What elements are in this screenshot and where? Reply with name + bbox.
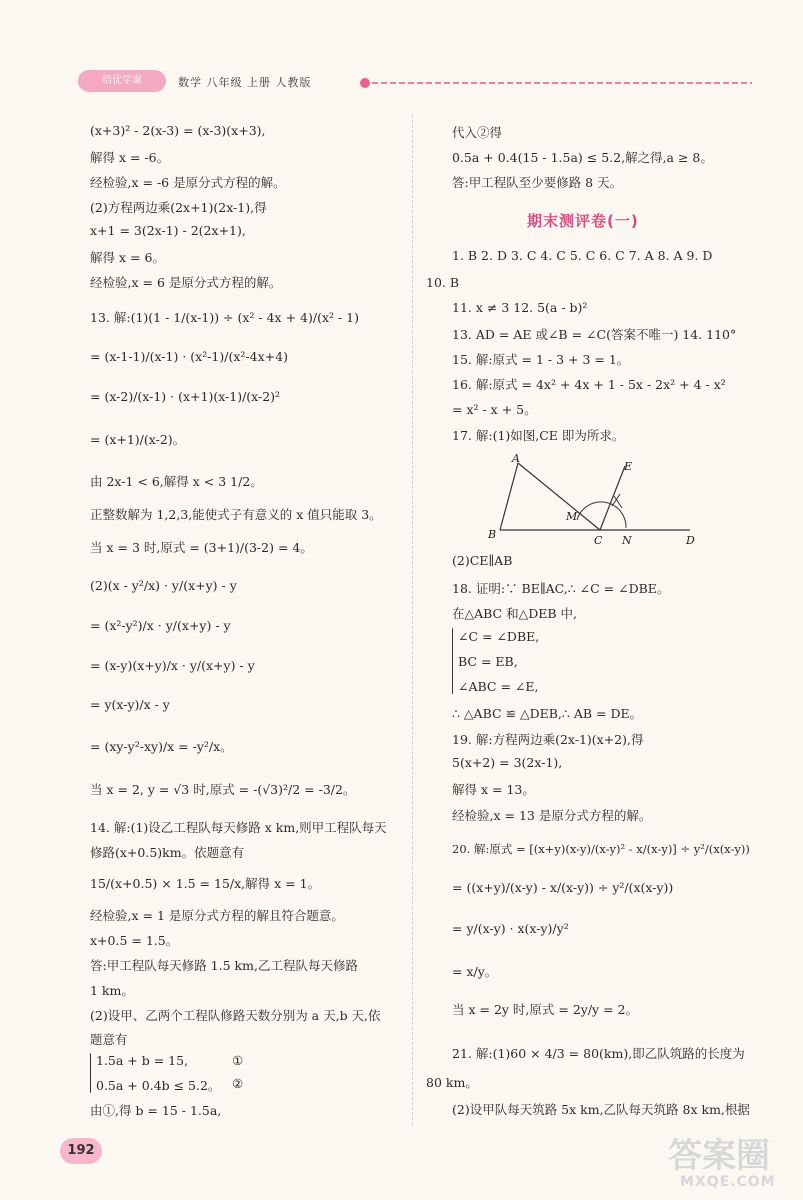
label-B: B xyxy=(488,528,497,541)
answer-line: = (x-y)(x+y)/x · y/(x+y) - y xyxy=(90,658,255,673)
column-divider xyxy=(412,115,413,1125)
answer-line: 当 x = 2y 时,原式 = 2y/y = 2。 xyxy=(452,1002,638,1017)
page-number: 192 xyxy=(60,1138,102,1164)
answer-line: ∠ABC = ∠E, xyxy=(458,679,539,694)
answer-line: 0.5a + 0.4b ≤ 5.2。 xyxy=(96,1078,221,1093)
answer-line: = ((x+y)/(x-y) - x/(x-y)) ÷ y²/(x(x-y)) xyxy=(452,880,674,895)
answer-line: 21. 解:(1)60 × 4/3 = 80(km),即乙队筑路的长度为 xyxy=(452,1046,745,1061)
answer-line: 17. 解:(1)如图,CE 即为所求。 xyxy=(452,428,625,443)
label-D: D xyxy=(686,534,695,547)
answer-line: 10. B xyxy=(426,275,460,290)
header-rule xyxy=(372,82,752,84)
answer-line: 1.5a + b = 15, xyxy=(96,1053,189,1068)
answer-line: 1. B 2. D 3. C 4. C 5. C 6. C 7. A 8. A 9. D xyxy=(452,248,713,263)
answer-line: (2)方程两边乘(2x+1)(2x-1),得 xyxy=(90,200,267,215)
section-title: 期末测评卷(一) xyxy=(527,212,639,230)
answer-line: 19. 解:方程两边乘(2x-1)(x+2),得 xyxy=(452,732,644,747)
proof-brace xyxy=(452,628,453,694)
equation-marker: ① xyxy=(232,1053,244,1068)
answer-line: = (xy-y²-xy)/x = -y²/x。 xyxy=(90,739,233,754)
watermark-text: 答案圈 xyxy=(668,1136,770,1176)
answer-line: 80 km。 xyxy=(426,1075,478,1090)
answer-line: 答:甲工程队至少要修路 8 天。 xyxy=(452,175,623,190)
answer-line: BC = EB, xyxy=(458,654,518,669)
watermark-logo xyxy=(660,1128,790,1198)
answer-line: 由①,得 b = 15 - 1.5a, xyxy=(90,1103,222,1118)
watermark-url: MXQE.COM xyxy=(680,1174,776,1190)
answer-line: 0.5a + 0.4(15 - 1.5a) ≤ 5.2,解之得,a ≥ 8。 xyxy=(452,150,713,165)
answer-line: 经检验,x = 6 是原分式方程的解。 xyxy=(90,275,282,290)
system-brace xyxy=(90,1053,91,1093)
answer-line: ∴ △ABC ≌ △DEB,∴ AB = DE。 xyxy=(452,706,643,721)
label-A: A xyxy=(512,452,520,465)
answer-line: 20. 解:原式 = [(x+y)(x-y)/(x-y)² - x/(x-y)] ÷ y²/(x(x-y)) xyxy=(452,842,750,856)
book-info: 数学 八年级 上册 人教版 xyxy=(178,76,312,89)
geometry-figure xyxy=(480,448,710,548)
answer-line: (x+3)² - 2(x-3) = (x-3)(x+3), xyxy=(90,123,266,138)
label-N: N xyxy=(622,534,632,547)
answer-line: 题意有 xyxy=(90,1032,128,1047)
answer-line: 15/(x+0.5) × 1.5 = 15/x,解得 x = 1。 xyxy=(90,876,321,891)
answer-line: (2)CE∥AB xyxy=(452,553,513,568)
answer-line: = (x-2)/(x-1) · (x+1)(x-1)/(x-2)² xyxy=(90,389,281,404)
answer-line: = x² - x + 5。 xyxy=(452,402,537,417)
answer-line: (2)(x - y²/x) · y/(x+y) - y xyxy=(90,578,237,593)
answer-line: 当 x = 3 时,原式 = (3+1)/(3-2) = 4。 xyxy=(90,540,313,555)
answer-line: 13. AD = AE 或∠B = ∠C(答案不唯一) 14. 110° xyxy=(452,327,737,342)
answer-line: = x/y。 xyxy=(452,964,498,979)
answer-line: (2)设甲、乙两个工程队修路天数分别为 a 天,b 天,依 xyxy=(90,1008,381,1023)
answer-line: = (x²-y²)/x · y/(x+y) - y xyxy=(90,618,231,633)
answer-line: 正整数解为 1,2,3,能使式子有意义的 x 值只能取 3。 xyxy=(90,507,382,522)
answer-line: 经检验,x = 13 是原分式方程的解。 xyxy=(452,808,652,823)
answer-line: 15. 解:原式 = 1 - 3 + 3 = 1。 xyxy=(452,352,630,367)
answer-line: x+1 = 3(2x-1) - 2(2x+1), xyxy=(90,223,246,238)
answer-line: ∠C = ∠DBE, xyxy=(458,629,540,644)
answer-line: 16. 解:原式 = 4x² + 4x + 1 - 5x - 2x² + 4 - x² xyxy=(452,377,726,392)
answer-line: = (x+1)/(x-2)。 xyxy=(90,432,186,447)
answer-line: 11. x ≠ 3 12. 5(a - b)² xyxy=(452,300,588,315)
answer-line: = y/(x-y) · x(x-y)/y² xyxy=(452,921,569,936)
answer-line: 答:甲工程队每天修路 1.5 km,乙工程队每天修路 xyxy=(90,958,358,973)
answer-line: 解得 x = -6。 xyxy=(90,150,170,165)
answer-line: 经检验,x = -6 是原分式方程的解。 xyxy=(90,175,286,190)
label-M: M xyxy=(566,510,578,523)
answer-line: = y(x-y)/x - y xyxy=(90,697,170,712)
answer-line: 解得 x = 6。 xyxy=(90,250,165,265)
answer-line: = (x-1-1)/(x-1) · (x²-1)/(x²-4x+4) xyxy=(90,349,288,364)
label-C: C xyxy=(594,534,603,547)
label-E: E xyxy=(624,460,633,473)
answer-line: 1 km。 xyxy=(90,983,134,998)
answer-line: 经检验,x = 1 是原分式方程的解且符合题意。 xyxy=(90,908,344,923)
answer-line: 当 x = 2, y = √3 时,原式 = -(√3)²/2 = -3/2。 xyxy=(90,782,356,797)
answer-line: 5(x+2) = 3(2x-1), xyxy=(452,755,563,770)
answer-line: 18. 证明:∵ BE∥AC,∴ ∠C = ∠DBE。 xyxy=(452,581,670,596)
answer-line: 由 2x-1 < 6,解得 x < 3 1/2。 xyxy=(90,474,263,489)
answer-line: 修路(x+0.5)km。依题意有 xyxy=(90,845,245,860)
answer-line: x+0.5 = 1.5。 xyxy=(90,933,179,948)
book-badge: 培优学案 xyxy=(78,70,166,92)
answer-line: 14. 解:(1)设乙工程队每天修路 x km,则甲工程队每天 xyxy=(90,820,387,835)
answer-line: 代入②得 xyxy=(452,125,503,140)
equation-marker: ② xyxy=(232,1076,244,1091)
answer-line: 解得 x = 13。 xyxy=(452,782,535,797)
answer-line: (2)设甲队每天筑路 5x km,乙队每天筑路 8x km,根据 xyxy=(452,1102,750,1117)
answer-line: 在△ABC 和△DEB 中, xyxy=(452,606,577,621)
answer-line: 13. 解:(1)(1 - 1/(x-1)) ÷ (x² - 4x + 4)/(x² - 1) xyxy=(90,310,360,325)
header-dot xyxy=(360,78,370,88)
